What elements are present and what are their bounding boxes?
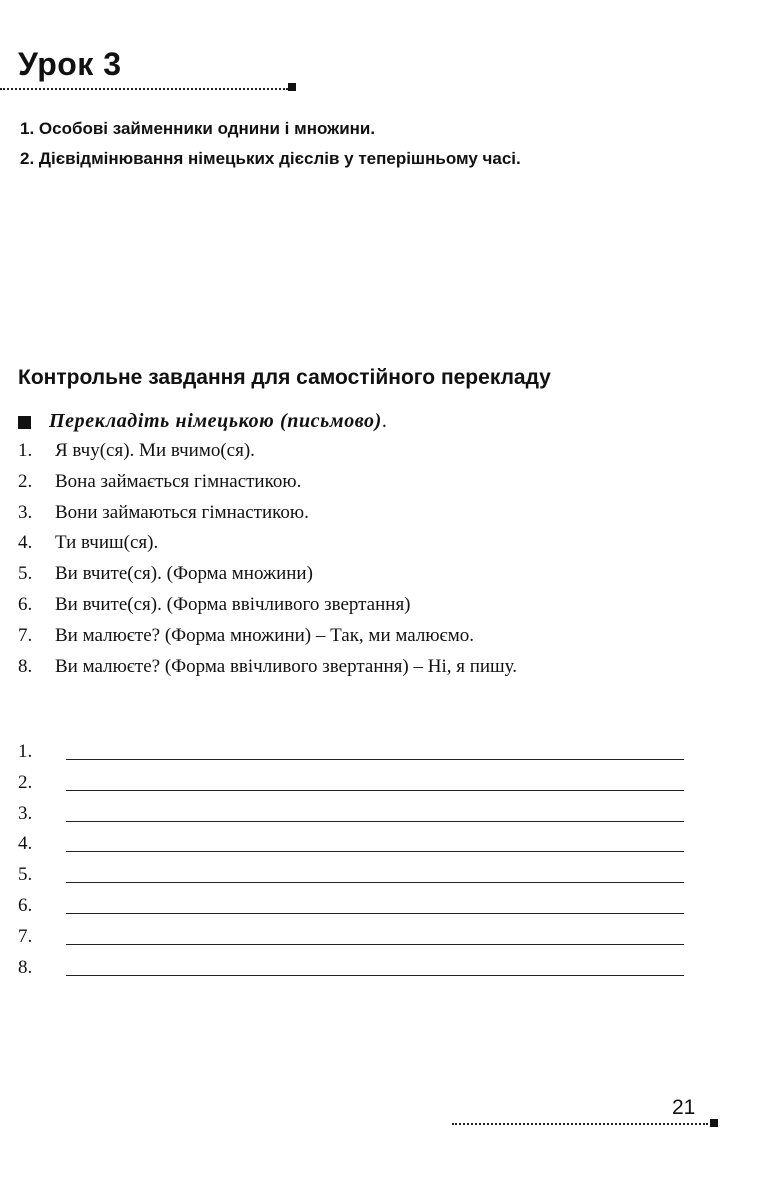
sentence-text: Я вчу(ся). Ми вчимо(ся). [55, 440, 255, 461]
footer-divider [452, 1123, 708, 1125]
sentence-number: 6. [18, 593, 33, 615]
sentence-text: Вона займається гімнастикою. [55, 470, 302, 492]
sentence-text: Ви вчите(ся). (Форма множини) [55, 563, 313, 585]
task-instruction [18, 406, 387, 436]
title-divider-end-square [288, 83, 296, 91]
sentence-list [18, 436, 517, 682]
sentence-text: Ти вчиш(ся). [55, 532, 159, 554]
instruction-period: . [381, 410, 387, 432]
sentence-item [18, 590, 517, 621]
sentence-number: 1. [18, 440, 33, 461]
lesson-title: Урок 3 [18, 46, 122, 82]
sentence-text: Ви малюєте? (Форма ввічливого звертання) – Ні, я пишу. [55, 655, 518, 677]
sentence-item [18, 652, 517, 683]
task-heading: Контрольне завдання для самостійного перекладу [18, 366, 551, 389]
answer-number: 3. [18, 802, 33, 824]
answer-number: 1. [18, 741, 33, 762]
footer-divider-end-square [710, 1119, 718, 1127]
answer-write-line[interactable] [66, 759, 684, 760]
sentence-number: 3. [18, 501, 33, 523]
lesson-topics [20, 118, 521, 178]
page-number: 21 [672, 1096, 696, 1119]
answer-write-line[interactable] [66, 790, 684, 791]
topic-item: 1. Особові займенники однини і множини. [20, 119, 376, 138]
instruction-text: Перекладіть німецькою (письмово) [49, 410, 382, 432]
sentence-text: Ви малюєте? (Форма множини) – Так, ми малюємо. [55, 624, 474, 646]
answer-number: 7. [18, 925, 33, 947]
answer-write-line[interactable] [66, 851, 684, 852]
sentence-item [18, 559, 517, 590]
sentence-number: 4. [18, 532, 33, 554]
answer-number: 5. [18, 864, 33, 886]
square-bullet-icon [18, 416, 31, 429]
answer-number: 4. [18, 833, 33, 855]
answer-write-line[interactable] [66, 975, 684, 976]
answer-write-line[interactable] [66, 944, 684, 945]
answer-write-line[interactable] [66, 882, 684, 883]
answer-write-line[interactable] [66, 821, 684, 822]
sentence-number: 5. [18, 563, 33, 585]
sentence-text: Ви вчите(ся). (Форма ввічливого звертання) [55, 593, 411, 615]
sentence-text: Вони займаються гімнастикою. [55, 501, 309, 523]
sentence-item [18, 436, 517, 467]
sentence-number: 8. [18, 655, 33, 677]
answer-number: 2. [18, 771, 33, 793]
sentence-item [18, 467, 517, 498]
answer-write-line[interactable] [66, 913, 684, 914]
topic-item: 2. Дієвідмінювання німецьких дієслів у теперішньому часі. [20, 149, 521, 168]
answer-number: 8. [18, 956, 33, 978]
sentence-number: 2. [18, 470, 33, 492]
sentence-number: 7. [18, 624, 33, 646]
title-divider [0, 88, 288, 90]
sentence-item [18, 621, 517, 652]
sentence-item [18, 528, 517, 559]
answer-number: 6. [18, 894, 33, 916]
sentence-item [18, 498, 517, 529]
